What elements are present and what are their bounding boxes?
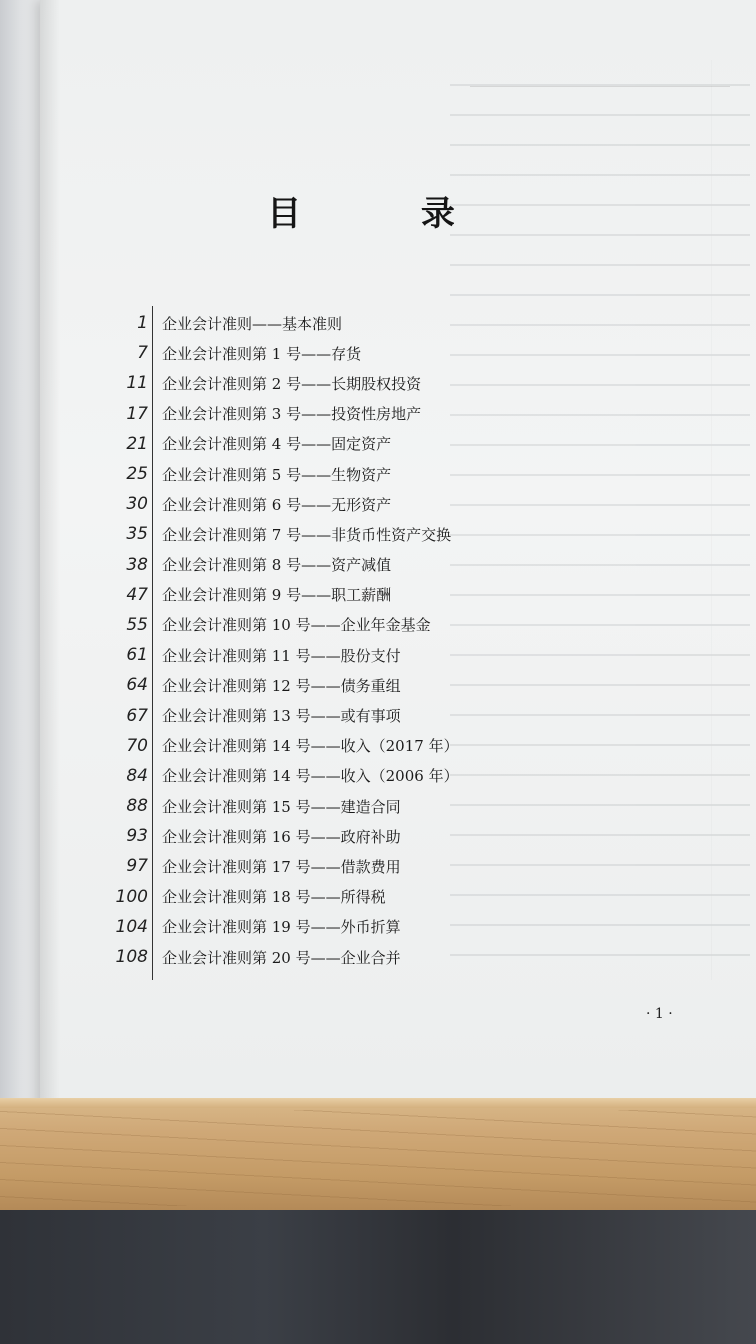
toc-entry: [110, 368, 510, 398]
toc-entry: [110, 882, 510, 912]
toc-page-number: 88: [126, 796, 148, 817]
toc-page-number: 35: [126, 524, 148, 545]
toc-entry-title: 企业会计准则第 1 号——存货: [162, 344, 362, 363]
toc-entry-title: 企业会计准则第 18 号——所得税: [162, 888, 386, 907]
dark-floor: [0, 1210, 756, 1344]
toc-entry-title: 企业会计准则第 10 号——企业年金基金: [162, 616, 431, 635]
toc-page-number: 25: [126, 464, 148, 485]
toc-page-number: 38: [126, 554, 148, 575]
toc-entry: [110, 670, 510, 700]
toc-entry: [110, 761, 510, 791]
toc-entry: [110, 429, 510, 459]
shelf-edge: [0, 1098, 756, 1108]
table-of-contents: [110, 308, 510, 972]
toc-entry: [110, 700, 510, 730]
toc-page-number: 55: [126, 614, 148, 635]
toc-entry-title: 企业会计准则第 14 号——收入（2017 年）: [162, 737, 459, 756]
toc-page-number: 17: [126, 403, 148, 424]
toc-entry-title: 企业会计准则第 16 号——政府补助: [162, 827, 401, 846]
toc-entry-title: 企业会计准则第 4 号——固定资产: [162, 435, 392, 454]
wood-grain: [0, 1110, 756, 1206]
toc-entry-title: 企业会计准则第 15 号——建造合同: [162, 797, 401, 816]
toc-page-number: 84: [126, 765, 148, 786]
toc-entry-title: 企业会计准则第 20 号——企业合并: [162, 948, 401, 967]
toc-entry-title: 企业会计准则第 5 号——生物资产: [162, 465, 392, 484]
toc-entry-title: 企业会计准则第 17 号——借款费用: [162, 857, 401, 876]
page-gutter-shadow: [40, 0, 60, 1110]
toc-entry-title: 企业会计准则第 13 号——或有事项: [162, 707, 401, 726]
toc-entry: [110, 308, 510, 338]
toc-entry: [110, 731, 510, 761]
toc-entry: [110, 791, 510, 821]
toc-entry: [110, 519, 510, 549]
toc-page-number: 64: [126, 675, 148, 696]
toc-entry: [110, 821, 510, 851]
toc-entry-title: 企业会计准则第 3 号——投资性房地产: [162, 405, 422, 424]
toc-entry: [110, 338, 510, 368]
toc-page-number: 61: [126, 645, 148, 666]
bleed-through-header: [470, 72, 730, 87]
toc-entry: [110, 550, 510, 580]
page-title: 目 录: [267, 194, 509, 234]
toc-entry-title: 企业会计准则第 19 号——外币折算: [162, 918, 401, 937]
toc-page-number: 7: [137, 343, 148, 364]
page-number: · 1 ·: [646, 1006, 673, 1022]
toc-page-number: 97: [126, 856, 148, 877]
toc-entry-title: 企业会计准则第 8 号——资产减值: [162, 556, 392, 575]
toc-entry-title: 企业会计准则第 7 号——非货币性资产交换: [162, 525, 452, 544]
toc-entry-title: 企业会计准则第 12 号——债务重组: [162, 676, 401, 695]
toc-page-number: 70: [126, 735, 148, 756]
toc-entry: [110, 489, 510, 519]
toc-entry: [110, 640, 510, 670]
toc-page-number: 1: [137, 313, 148, 334]
toc-entry-title: 企业会计准则——基本准则: [162, 314, 343, 333]
toc-page-number: 47: [126, 584, 148, 605]
toc-page-number: 93: [126, 826, 148, 847]
toc-page-number: 100: [115, 886, 148, 907]
toc-entry: [110, 580, 510, 610]
toc-entry-title: 企业会计准则第 9 号——职工薪酬: [162, 586, 392, 605]
toc-entry: [110, 399, 510, 429]
toc-entry: [110, 851, 510, 881]
toc-entry-title: 企业会计准则第 2 号——长期股权投资: [162, 374, 422, 393]
toc-page-number: 67: [126, 705, 148, 726]
toc-entry: [110, 942, 510, 972]
toc-entry-title: 企业会计准则第 6 号——无形资产: [162, 495, 392, 514]
toc-entry: [110, 912, 510, 942]
toc-entry-title: 企业会计准则第 11 号——股份支付: [162, 646, 401, 665]
toc-page-number: 11: [126, 373, 148, 394]
toc-page-number: 108: [115, 947, 148, 968]
toc-entry: [110, 459, 510, 489]
toc-page-number: 30: [126, 494, 148, 515]
toc-entry: [110, 610, 510, 640]
toc-entry-title: 企业会计准则第 14 号——收入（2006 年）: [162, 767, 459, 786]
toc-page-number: 21: [126, 433, 148, 454]
toc-page-number: 104: [115, 916, 148, 937]
